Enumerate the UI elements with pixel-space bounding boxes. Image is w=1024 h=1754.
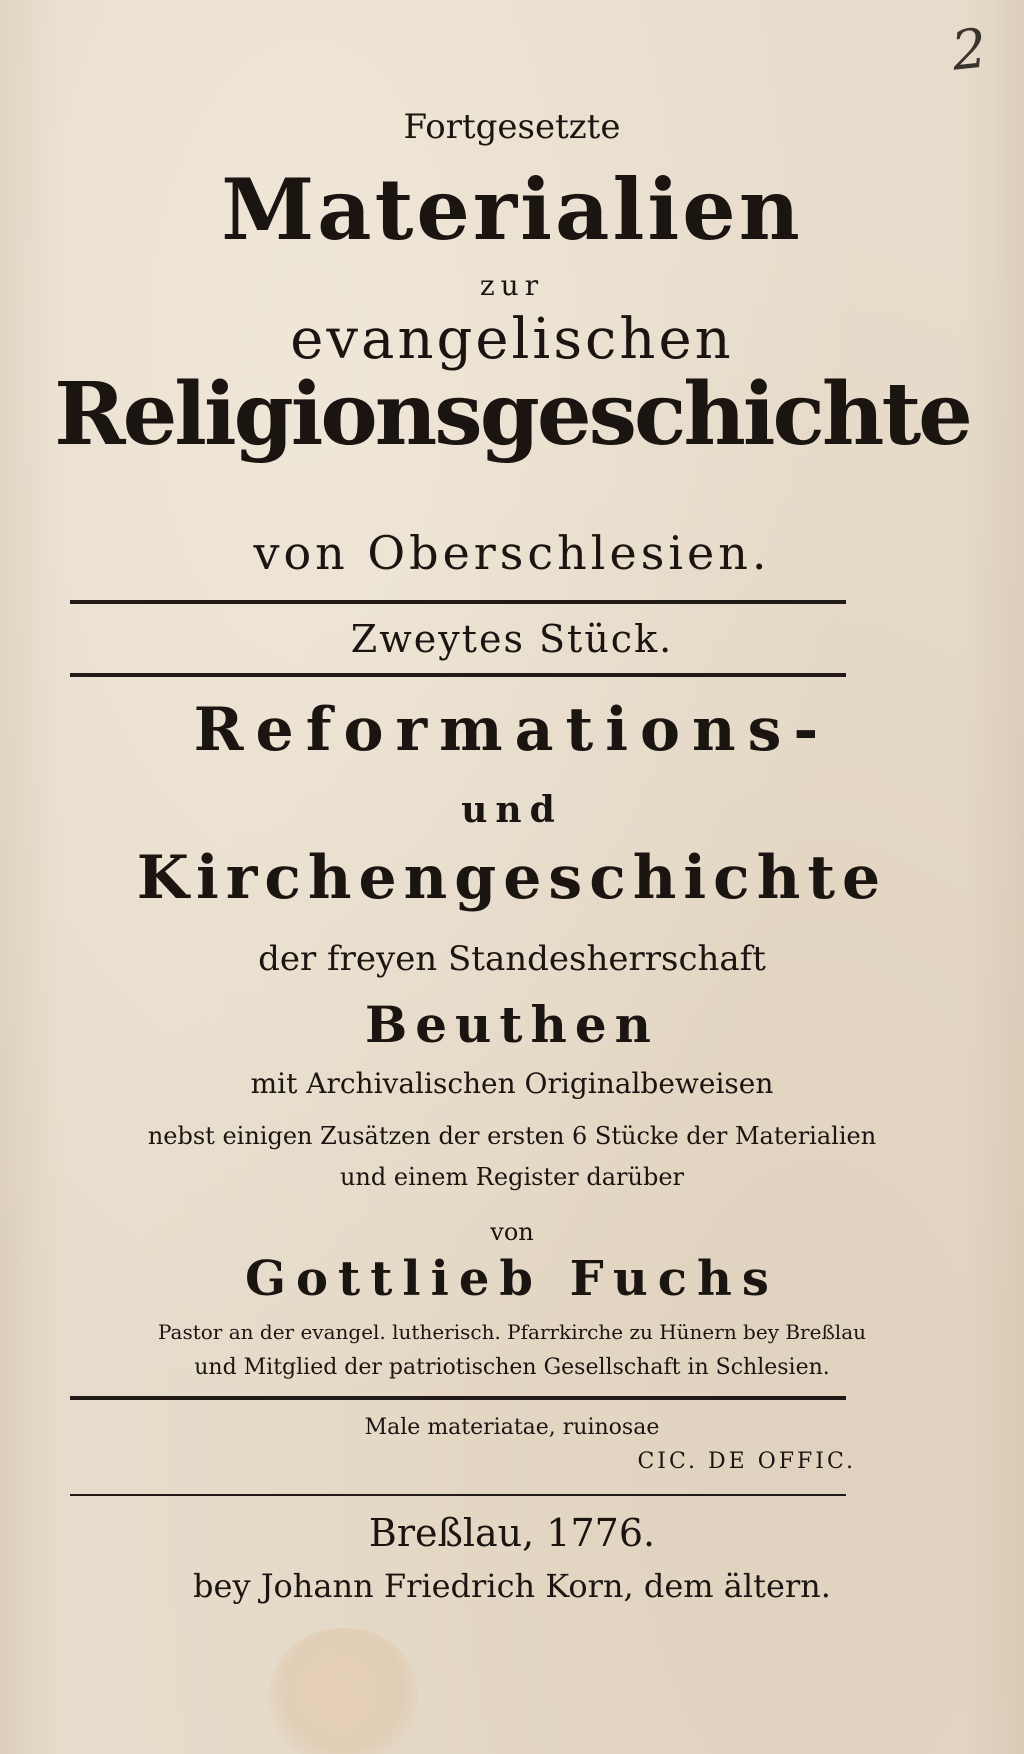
motto: Male materiatae, ruinosae xyxy=(364,1415,660,1440)
motto-source: CIC. DE OFFIC. xyxy=(637,1449,856,1474)
description-line-1: mit Archivalischen Originalbeweisen xyxy=(250,1067,774,1100)
title-zur: zur xyxy=(479,269,545,302)
title-main: Materialien xyxy=(221,160,803,259)
subtitle-kirchengeschichte: Kirchengeschichte xyxy=(136,843,888,913)
title-evangelischen: evangelischen xyxy=(290,307,734,372)
paper-stain xyxy=(268,1628,418,1754)
rule-upper xyxy=(70,600,846,604)
pretitle: Fortgesetzte xyxy=(403,107,621,147)
folio-number: 2 xyxy=(948,16,990,83)
rule-motto xyxy=(70,1494,846,1496)
description-line-3: und einem Register darüber xyxy=(339,1163,685,1191)
title-region: von Oberschlesien. xyxy=(253,526,771,580)
subtitle-standesherrschaft: der freyen Standesherrschaft xyxy=(258,939,766,979)
imprint-printer: bey Johann Friedrich Korn, dem ältern. xyxy=(193,1567,831,1605)
subtitle-place: Beuthen xyxy=(364,995,660,1054)
rule-author xyxy=(70,1396,846,1400)
part-number: Zweytes Stück. xyxy=(350,617,674,661)
subtitle-reformations: Reformations- xyxy=(193,695,831,765)
imprint-place-year: Breßlau, 1776. xyxy=(368,1511,656,1555)
by-line: von xyxy=(490,1218,534,1246)
author-name: Gottlieb Fuchs xyxy=(245,1251,779,1307)
rule-part xyxy=(70,673,846,677)
author-title-line-2: und Mitglied der patriotischen Gesellschaft in Schlesien. xyxy=(194,1355,830,1380)
subtitle-und: und xyxy=(461,789,563,831)
title-religionsgeschichte: Religionsgeschichte xyxy=(54,364,970,465)
author-title-line-1: Pastor an der evangel. lutherisch. Pfarrkirche zu Hünern bey Breßlau xyxy=(157,1320,867,1344)
description-line-2: nebst einigen Zusätzen der ersten 6 Stücke der Materialien xyxy=(147,1122,877,1150)
